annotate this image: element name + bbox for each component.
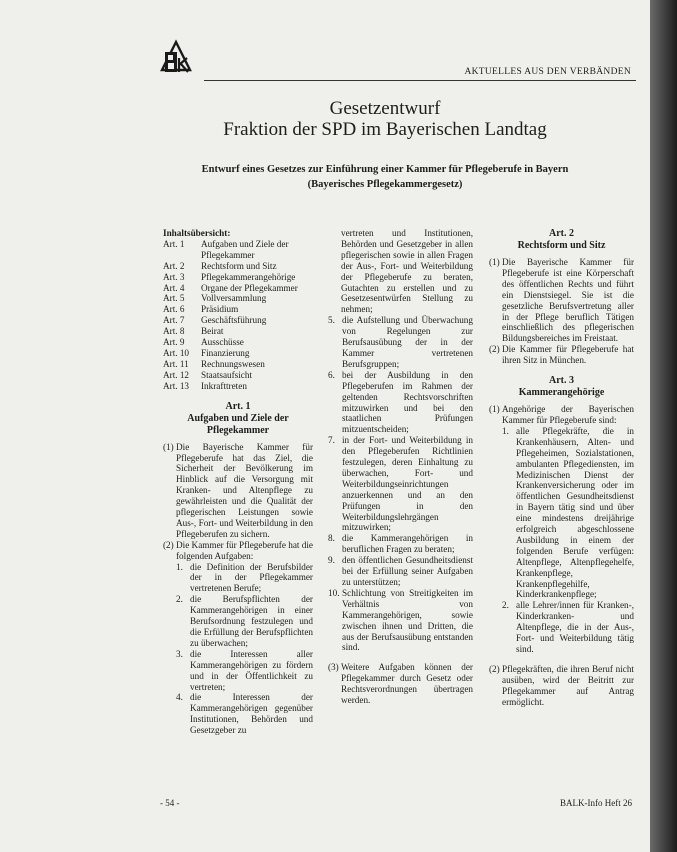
toc-num: Art. 3 <box>163 271 185 282</box>
para-mark: (2) <box>489 663 500 674</box>
toc-heading: Inhaltsübersicht: <box>163 228 231 238</box>
para-mark: (2) <box>163 539 174 550</box>
item-mark: 8. <box>328 533 335 544</box>
list-item <box>328 315 473 370</box>
toc-text: Rechtsform und Sitz <box>201 260 277 271</box>
art3-number: Art. 3 <box>549 375 574 387</box>
publication-source: BALK-Info Heft 26 <box>560 798 632 808</box>
toc-text: Pflegekammerangehörige <box>201 271 296 282</box>
toc-text: Vollversammlung <box>201 293 267 304</box>
list-item <box>328 435 473 533</box>
toc-num: Art. 5 <box>163 293 185 304</box>
toc-text: Präsidium <box>201 304 239 315</box>
balk-logo <box>156 38 196 78</box>
list-item <box>328 588 473 653</box>
toc-item <box>163 293 313 304</box>
column-1 <box>163 228 313 736</box>
item-mark: 5. <box>328 315 335 326</box>
para-text: Die Kammer für Pflegeberufe hat die folgenden Aufgaben: <box>176 539 313 561</box>
list-item <box>176 594 313 649</box>
item-mark: 9. <box>328 555 335 566</box>
toc-item <box>163 304 313 315</box>
list-item <box>502 600 634 655</box>
art2-heading: Rechtsform und Sitz <box>517 240 606 251</box>
para-text: Angehörige der Bayerischen Kammer für Pflegeberufe sind: <box>502 404 634 425</box>
art3-paragraph-2 <box>489 664 634 708</box>
item-text: bei der Ausbildung in den Pflegeberufen im Rahmen der geltenden Rechtsvorschriften mitzuwirken und bei den staatlichen Prüfungen mitzuentscheiden; <box>342 369 473 435</box>
item-text: die Interessen aller Kammerangehörigen zu fördern und in der Öffentlichkeit zu vertreten; <box>190 648 313 692</box>
column-2 <box>328 228 473 706</box>
art1-heading: Aufgaben und Ziele der Pflegekammer <box>187 412 289 436</box>
item-mark: 1. <box>176 561 183 572</box>
item-text: in der Fort- und Weiterbildung in den Pflegeberufen Richtlinien festzulegen, deren Einhaltung zu überwachen, Fort- und Weiterbildungseinrichtungen anzuerkennen und an den Prüfungen in den Weiterbildungslehrgängen mitzuwirken; <box>342 435 473 533</box>
subtitle: Entwurf eines Gesetzes zur Einführung einer Kammer für Pflegeberufe in Bayern <box>201 164 569 175</box>
art2-number: Art. 2 <box>549 228 574 239</box>
toc-item <box>163 283 313 294</box>
para-text: Die Kammer für Pflegeberufe hat ihren Sitz in München. <box>502 344 634 366</box>
para-text: Die Bayerische Kammer für Pflegeberufe hat das Ziel, die Sicherheit der Bevölkerung im Hinblick auf die Versorgung mit Kranken- und Altenpflege zu gewährleisten und die Qualität der pflegerischen Leistungen sowie Aus-, Fort- und Weiterbildung in den Pflegeberufen zu sichern. <box>176 441 313 539</box>
toc-num: Art. 12 <box>163 369 190 380</box>
list-item <box>328 370 473 435</box>
art1-paragraph-2 <box>163 540 313 562</box>
list-item <box>176 562 313 595</box>
toc-item <box>163 326 313 337</box>
list-item <box>502 426 634 601</box>
art3-paragraph-1 <box>489 404 634 426</box>
toc-num: Art. 7 <box>163 315 185 326</box>
para-mark: (2) <box>489 344 500 355</box>
item-text: die Definition der Berufsbilder der in der Pflegekammer vertretenen Berufe; <box>190 561 313 594</box>
toc-text: Inkrafttreten <box>201 380 247 391</box>
item-text: die Berufspflichten der Kammerangehörigen in einer Berufsordnung festzulegen und die Erfüllung der Berufspflichten zu überwachen; <box>190 594 313 648</box>
toc-num: Art. 8 <box>163 326 185 337</box>
toc-item <box>163 337 313 348</box>
art1-number: Art. 1 <box>225 400 251 412</box>
item-mark: 1. <box>502 425 509 436</box>
list-item <box>328 555 473 588</box>
continued-text: vertreten und Institutionen, Behörden und Gesetzgeber in allen pflegerischen sowie in allen Fragen der Aus-, Fort- und Weiterbildung der Pflegeberufe zu beraten, Gutachten zu erstellen und zu Gesetzesentwürfen Stellung zu nehmen; <box>341 228 473 315</box>
toc-item <box>163 370 313 381</box>
toc-list <box>163 239 313 392</box>
toc-text: Organe der Pflegekammer <box>201 282 298 293</box>
toc-text: Geschäftsführung <box>201 315 267 326</box>
item-mark: 7. <box>328 435 335 446</box>
list-item <box>328 533 473 555</box>
toc-item <box>163 348 313 359</box>
item-mark: 4. <box>176 692 183 703</box>
rubric-divider <box>204 80 636 81</box>
toc-item <box>163 359 313 370</box>
page-title: Gesetzentwurf <box>329 98 441 119</box>
page-title-line2: Fraktion der SPD im Bayerischen Landtag <box>223 119 547 140</box>
toc-text: Staatsaufsicht <box>201 369 253 380</box>
para-text: Die Bayerische Kammer für Pflegeberufe ist eine Körperschaft des öffentlichen Rechts und führt ein Dienstsiegel. Sie ist die gesetzliche Berufsvertretung aller in der Pflege beruflich Tätigen einschließlich des pflegerischen Bildungsbereiches im Freistaat. <box>502 257 634 344</box>
toc-text: Rechnungswesen <box>201 358 265 369</box>
para-mark: (1) <box>489 404 500 415</box>
list-item <box>176 692 313 736</box>
section-rubric: AKTUELLES AUS DEN VERBÄNDEN <box>464 67 631 77</box>
toc-text: Aufgaben und Ziele der Pflegekammer <box>201 238 289 260</box>
art2-paragraph-1 <box>489 257 634 344</box>
item-mark: 10. <box>328 587 340 598</box>
toc-item <box>163 261 313 272</box>
item-text: Schlichtung von Streitigkeiten im Verhältnis von Kammerangehörigen, sowie zwischen ihnen und Dritten, die aus der Berufsausübung entstanden sind. <box>342 587 473 653</box>
art1-paragraph-3 <box>328 662 473 706</box>
toc-item <box>163 239 313 261</box>
column-3 <box>489 228 634 708</box>
page-number: - 54 - <box>160 798 180 808</box>
art1-paragraph-1 <box>163 442 313 540</box>
item-mark: 3. <box>176 648 183 659</box>
item-mark: 2. <box>176 594 183 605</box>
item-mark: 2. <box>502 600 509 611</box>
toc-num: Art. 1 <box>163 238 185 249</box>
item-text: den öffentlichen Gesundheitsdienst bei der Erfüllung seiner Aufgaben zu unterstützen; <box>342 555 473 587</box>
toc-item <box>163 272 313 283</box>
toc-item <box>163 381 313 392</box>
para-text: Pflegekräften, die ihren Beruf nicht ausüben, wird der Beitritt zur Pflegekammer auf Antrag ermöglicht. <box>502 663 634 707</box>
para-mark: (1) <box>163 441 174 452</box>
item-mark: 6. <box>328 369 335 380</box>
toc-num: Art. 13 <box>163 380 190 391</box>
art2-paragraph-2 <box>489 344 634 366</box>
subtitle-line2: (Bayerisches Pflegekammergesetz) <box>307 179 463 190</box>
item-text: die Interessen der Kammerangehörigen gegenüber Institutionen, Behörden und Gesetzgeber zu <box>190 692 313 736</box>
toc-num: Art. 6 <box>163 304 185 315</box>
para-mark: (1) <box>489 257 500 267</box>
toc-text: Beirat <box>201 326 224 337</box>
toc-num: Art. 11 <box>163 358 189 369</box>
item-text: die Kammerangehörigen in beruflichen Fragen zu beraten; <box>342 533 473 555</box>
toc-num: Art. 10 <box>163 347 190 358</box>
toc-text: Finanzierung <box>201 347 250 358</box>
toc-num: Art. 2 <box>163 260 185 271</box>
toc-text: Ausschüsse <box>201 337 244 348</box>
toc-num: Art. 4 <box>163 282 185 293</box>
art3-heading: Kammerangehörige <box>518 387 605 399</box>
item-text: alle Lehrer/innen für Kranken-, Kinderkranken- und Altenpflege, die in der Aus-, Fort- und Weiterbildung tätig sind. <box>516 600 634 654</box>
item-text: alle Pflegekräfte, die in Krankenhäusern, Alten- und Pflegeheimen, Sozialstationen, ambulanten Pflegediensten, im Medizinischen Dienst der Krankenversicherung oder im öffentlichen Gesundheitsdienst in Bayern tätig sind und über eine mindestens dreijährige erfolgreich abgeschlossene Ausbildung in einem der folgenden Berufe verfügen: Altenpflege, Altenpflegehelfe, Krankenpflege, Krankenpflegehilfe, Kinderkrankenpflege; <box>516 425 634 600</box>
para-text: Weitere Aufgaben können der Pflegekammer durch Gesetz oder Rechtsverordnungen übertragen werden. <box>341 662 473 706</box>
para-mark: (3) <box>328 662 339 673</box>
toc-item <box>163 315 313 326</box>
toc-num: Art. 9 <box>163 337 185 348</box>
item-text: die Aufstellung und Überwachung von Regelungen zur Berufsausübung der in der Kammer vertretenen Berufsgruppen; <box>342 315 473 369</box>
list-item <box>176 649 313 693</box>
binding-shadow <box>650 0 677 852</box>
